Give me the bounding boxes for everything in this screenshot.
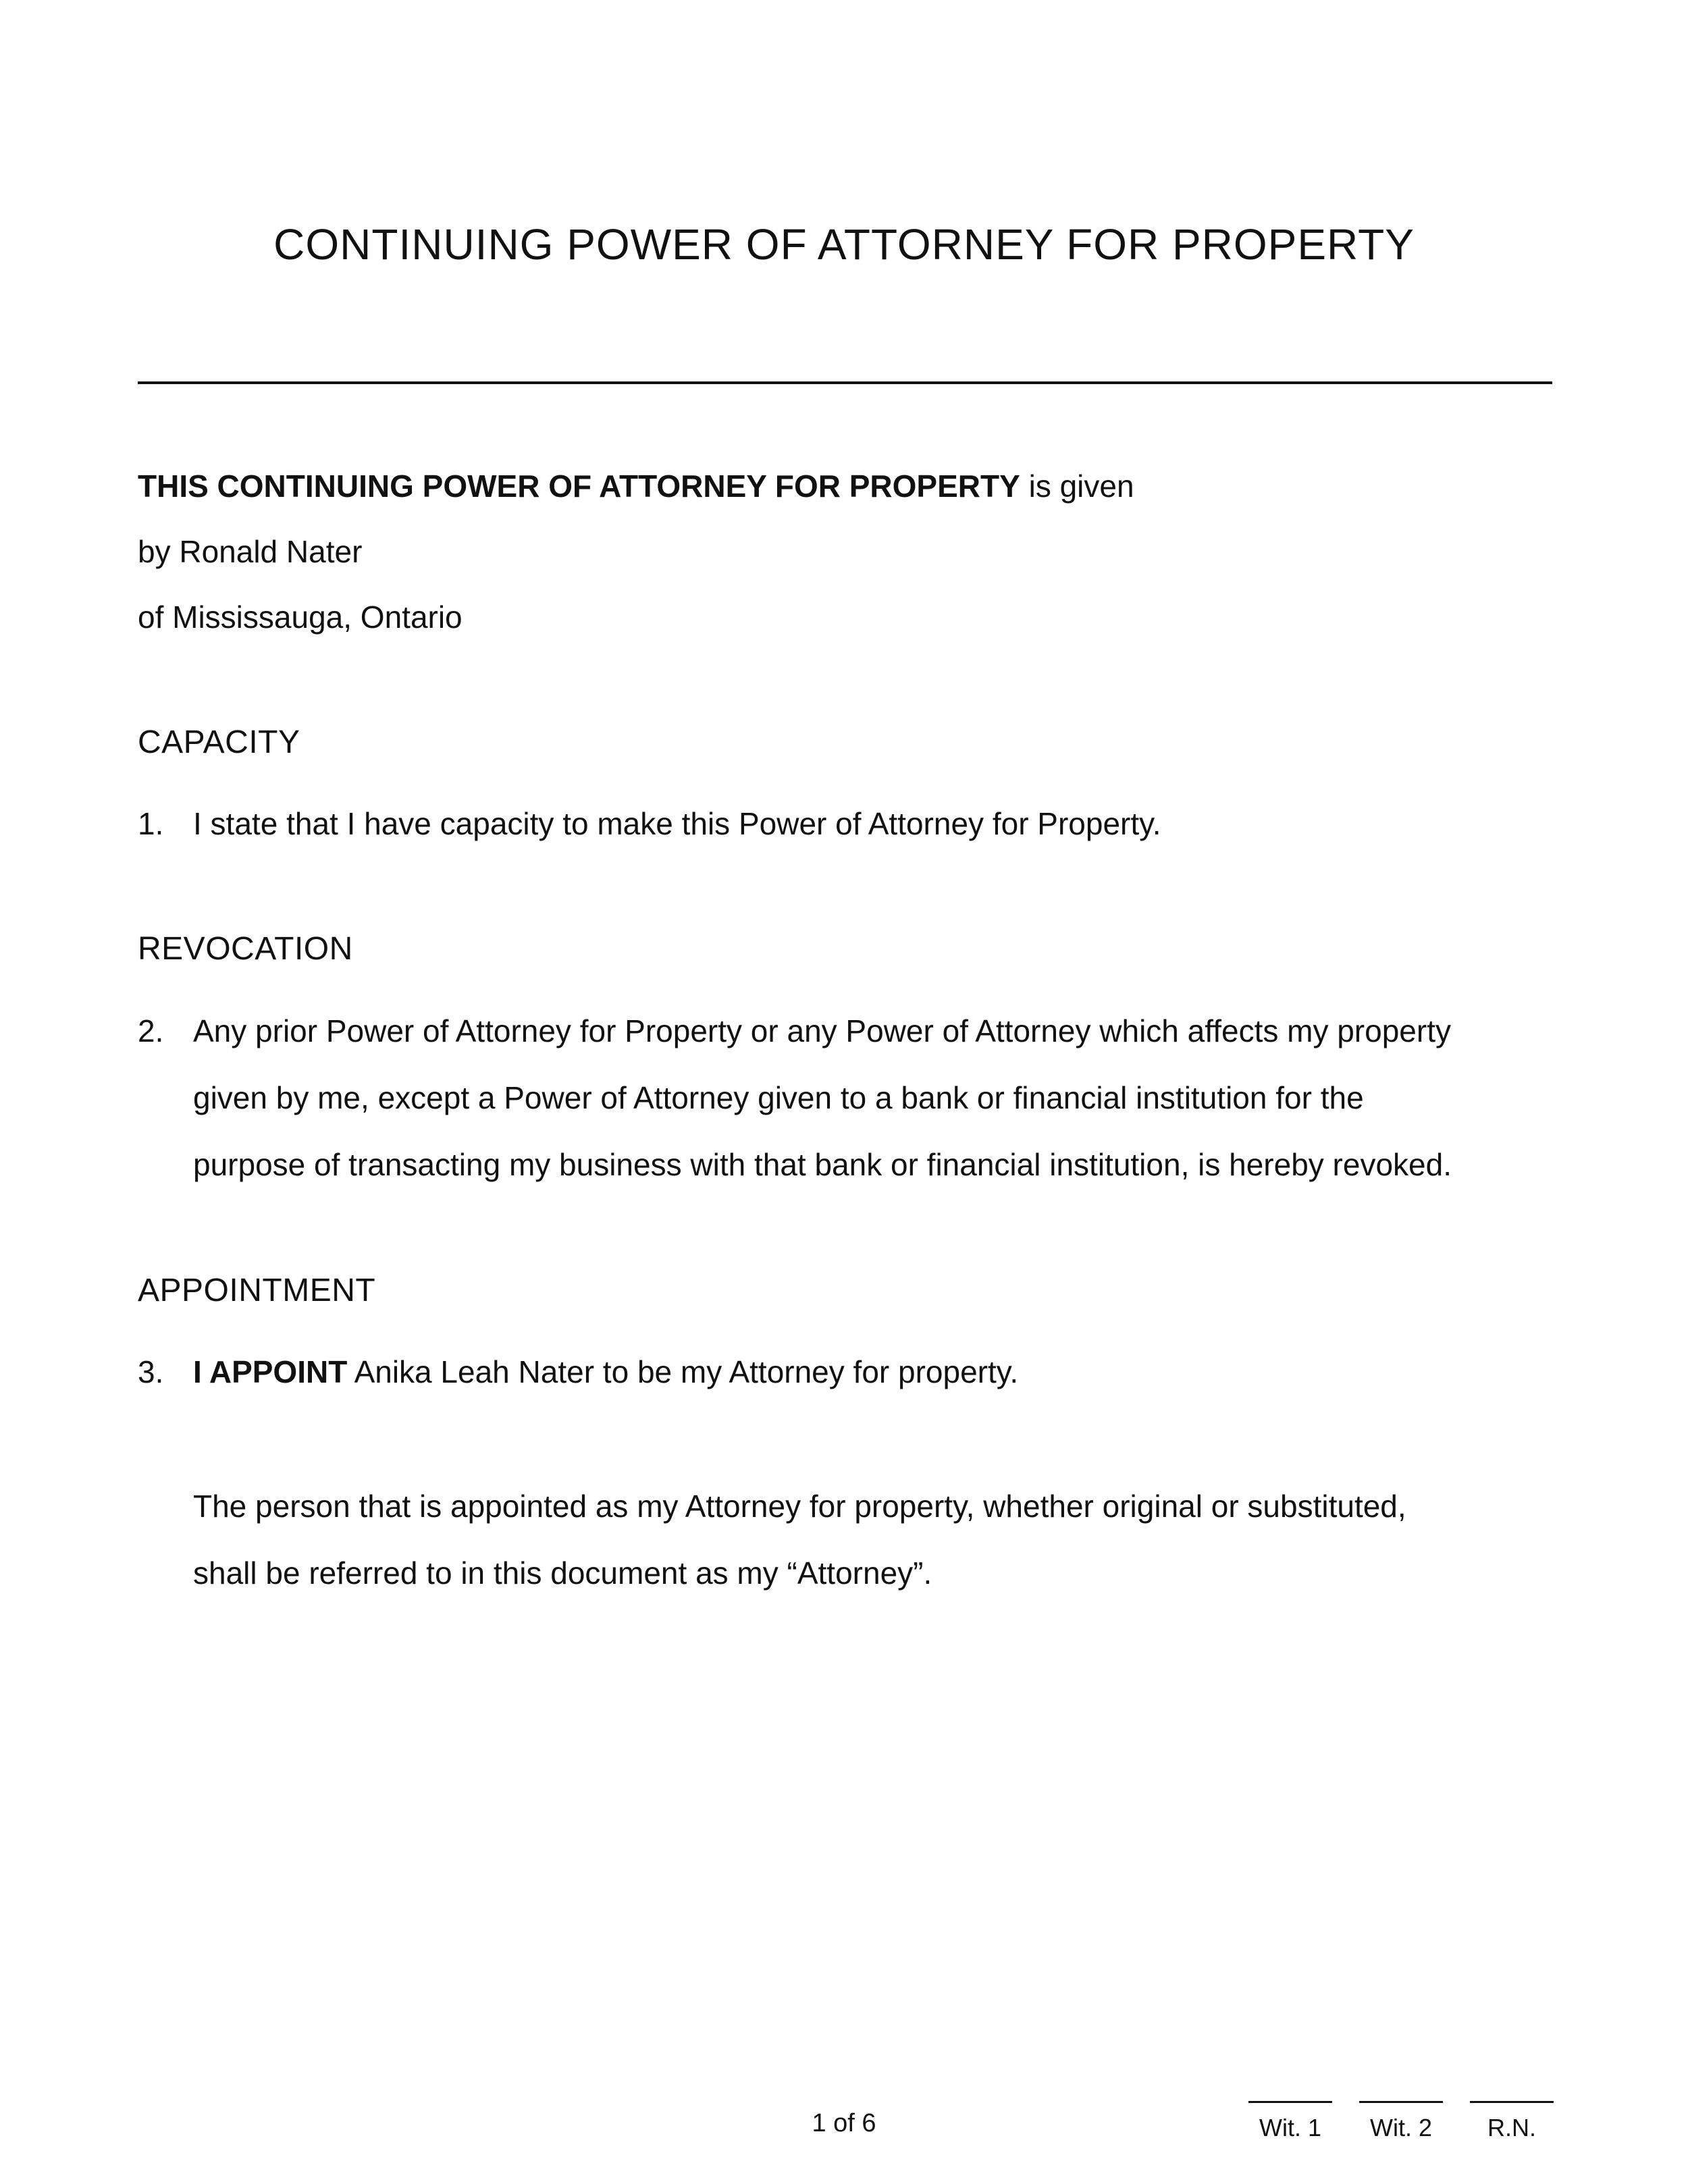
intro-line: [138, 466, 1134, 506]
initial-label-witness-2: Wit. 2: [1369, 2114, 1432, 2141]
intro-bold-lead: THIS CONTINUING POWER OF ATTORNEY FOR PROPERTY: [138, 469, 1020, 504]
initial-field-witness-1[interactable]: [1248, 2101, 1332, 2145]
appointment-note-line-1: The person that is appointed as my Attorney for property, whether original or substituted,: [193, 1489, 1406, 1524]
intro-of-line: of Mississauga, Ontario: [138, 600, 463, 635]
appointment-lead-rest: Anika Leah Nater to be my Attorney for property.: [347, 1354, 1019, 1389]
clause-number-3: 3.: [138, 1354, 164, 1389]
clause-text-2-line-3: purpose of transacting my business with that bank or financial institution, is hereby revoked.: [193, 1147, 1452, 1182]
intro-lead-rest: is given: [1020, 469, 1134, 504]
page-indicator: 1 of 6: [812, 2109, 876, 2137]
initial-field-grantor[interactable]: [1470, 2101, 1554, 2145]
section-heading-capacity: CAPACITY: [138, 724, 300, 760]
clause-number-1: 1.: [138, 806, 164, 841]
clause-text-2-line-2: given by me, except a Power of Attorney given to a bank or financial institution for the: [193, 1080, 1364, 1115]
initial-line: [1248, 2101, 1332, 2103]
appointment-note-line-2: shall be referred to in this document as my “Attorney”.: [193, 1555, 932, 1591]
intro-by-line: by Ronald Nater: [138, 534, 363, 569]
document-title: CONTINUING POWER OF ATTORNEY FOR PROPERTY: [273, 220, 1415, 269]
clause-text-3: [193, 1352, 1018, 1392]
appointment-bold-lead: I APPOINT: [193, 1354, 348, 1389]
section-heading-revocation: REVOCATION: [138, 931, 353, 967]
clause-number-2: 2.: [138, 1013, 164, 1048]
initial-label-witness-1: Wit. 1: [1259, 2114, 1321, 2141]
initial-label-grantor: R.N.: [1487, 2114, 1536, 2141]
clause-text-2-line-1: Any prior Power of Attorney for Property or any Power of Attorney which affects my property: [193, 1013, 1451, 1048]
section-heading-appointment: APPOINTMENT: [138, 1273, 376, 1308]
clause-text-1: I state that I have capacity to make this Power of Attorney for Property.: [193, 806, 1161, 841]
initial-line: [1470, 2101, 1554, 2103]
title-divider: [138, 381, 1552, 384]
initial-line: [1359, 2101, 1443, 2103]
initial-field-witness-2[interactable]: [1359, 2101, 1443, 2145]
